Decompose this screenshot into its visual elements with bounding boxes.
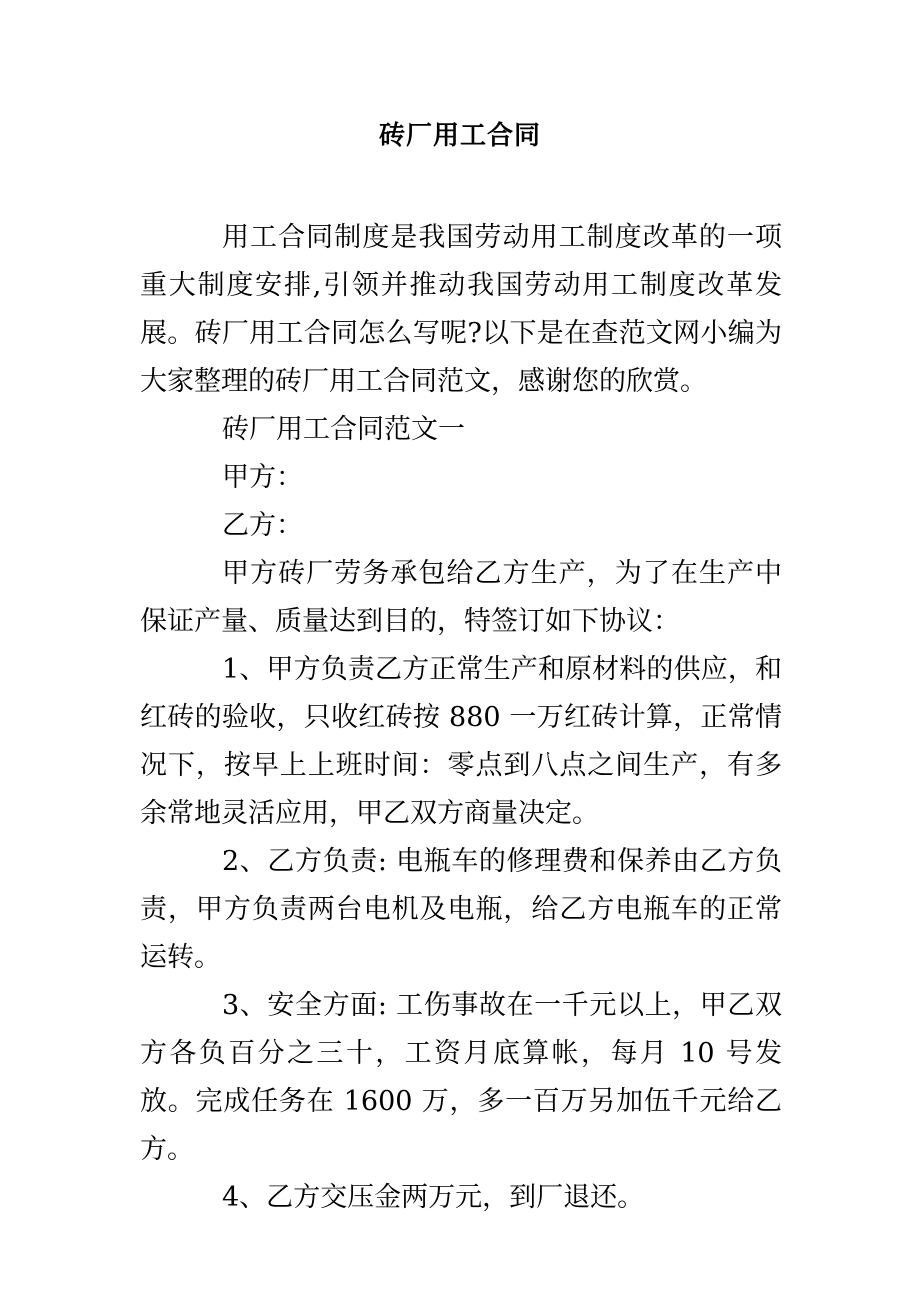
paragraph-sample-heading: 砖厂用工合同范文一: [222, 414, 465, 445]
paragraph-clause-2: 2、乙方负责: 电瓶车的修理费和保养由乙方负责，甲方负责两台电机及电瓶，给乙方电瓶车的正常运转。: [140, 846, 782, 973]
paragraph-party-a: 甲方：: [222, 462, 303, 493]
paragraph-clause-4: 4、乙方交压金两万元，到厂退还。: [222, 1182, 645, 1213]
document-title: 砖厂用工合同: [378, 121, 541, 151]
paragraph-clause-1: 1、甲方负责乙方正常生产和原材料的供应，和红砖的验收，只收红砖按 880 一万红砖计算，正常情况下，按早上上班时间：零点到八点之间生产，有多余常地灵活应用，甲乙双方商量决定。: [140, 654, 782, 829]
document-body: [140, 214, 782, 1222]
paragraph-intro: 用工合同制度是我国劳动用工制度改革的一项重大制度安排,引领并推动我国劳动用工制度改革发展。砖厂用工合同怎么写呢?以下是在查范文网小编为大家整理的砖厂用工合同范文，感谢您的欣赏。: [140, 222, 782, 397]
paragraph-clause-3: 3、安全方面: 工伤事故在一千元以上，甲乙双方各负百分之三十，工资月底算帐，每月 10 号发放。完成任务在 1600 万，多一百万另加伍千元给乙方。: [140, 990, 782, 1165]
paragraph-agreement-preamble: 甲方砖厂劳务承包给乙方生产，为了在生产中保证产量、质量达到目的，特签订如下协议：: [140, 558, 782, 637]
paragraph-party-b: 乙方：: [222, 510, 303, 541]
